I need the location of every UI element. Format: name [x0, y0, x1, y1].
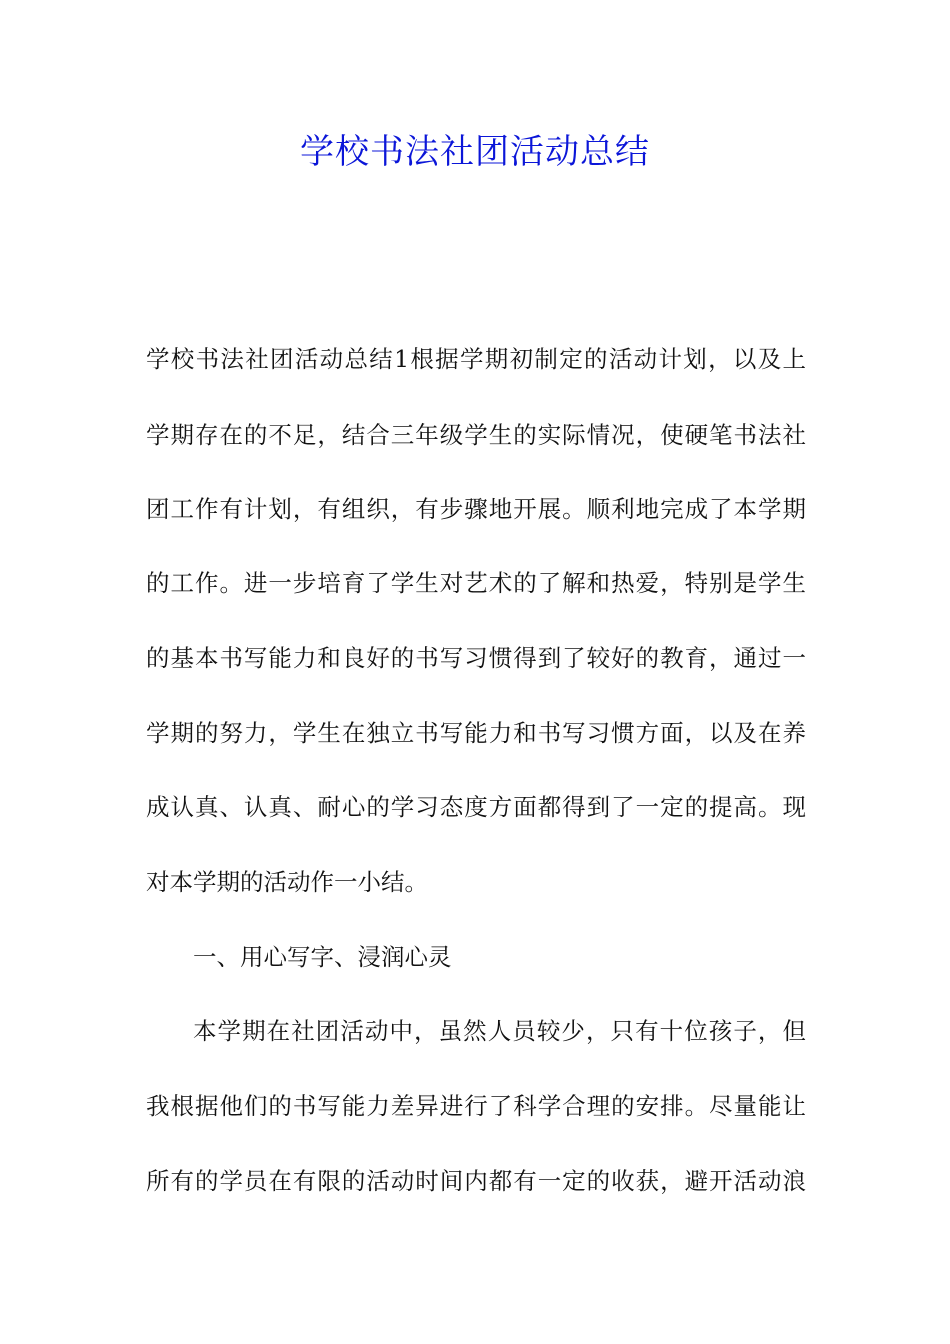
paragraph-2-line-2: 我根据他们的书写能力差异进行了科学合理的安排。尽量能让: [146, 1092, 806, 1120]
paragraph-2-line-1: 本学期在社团活动中，虽然人员较少，只有十位孩子，但: [193, 1017, 806, 1045]
paragraph-1-line-2: 学期存在的不足，结合三年级学生的实际情况，使硬笔书法社: [146, 421, 806, 449]
paragraph-1-line-1: 学校书法社团活动总结1根据学期初制定的活动计划，以及上: [146, 345, 806, 373]
paragraph-1-line-6: 学期的努力，学生在独立书写能力和书写习惯方面，以及在养: [146, 719, 806, 747]
paragraph-1-line-3: 团工作有计划，有组织，有步骤地开展。顺利地完成了本学期: [146, 495, 806, 523]
paragraph-1-line-7: 成认真、认真、耐心的学习态度方面都得到了一定的提高。现: [146, 793, 806, 821]
paragraph-1-line-8: 对本学期的活动作一小结。: [146, 868, 428, 896]
paragraph-1-line-4: 的工作。进一步培育了学生对艺术的了解和热爱，特别是学生: [146, 569, 806, 597]
paragraph-2-line-3: 所有的学员在有限的活动时间内都有一定的收获，避开活动浪: [146, 1167, 806, 1195]
paragraph-1-line-5: 的基本书写能力和良好的书写习惯得到了较好的教育，通过一: [146, 644, 806, 672]
section-heading-1: 一、用心写字、浸润心灵: [193, 943, 452, 971]
document-title: 学校书法社团活动总结: [300, 132, 650, 172]
